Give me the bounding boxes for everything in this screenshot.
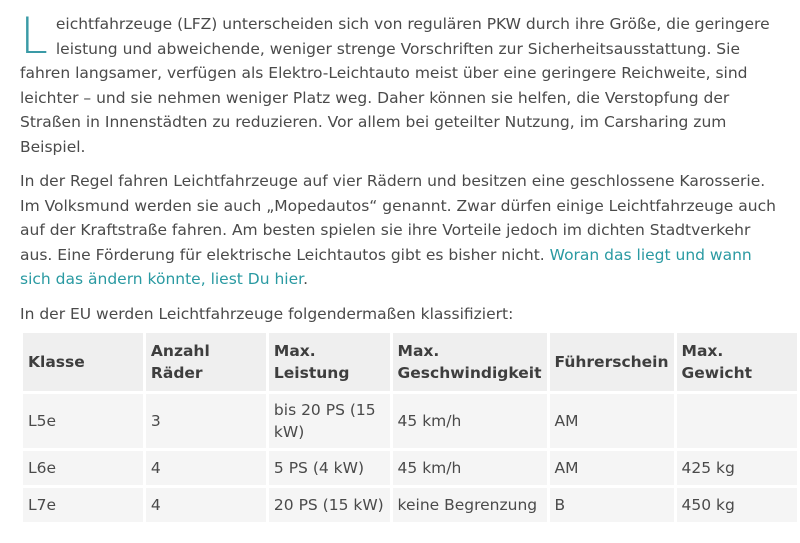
table-cell: 3 [146, 394, 266, 448]
second-paragraph-text: In der Regel fahren Leichtfahrzeuge auf vier Rädern und besitzen eine geschlossene Karosserie. Im Volksmund werden sie auch „Mopedautos“ genannt. Zwar dürfen einige Leichtfahrzeuge auch auf der Kraftstraße fahren. Am besten spielen sie ihre Vorteile jedoch im dichten Stadtverkehr aus. Eine Förderung für elektrische Leichtautos gibt es bisher nicht. [20, 172, 776, 264]
drop-cap: L [20, 7, 48, 65]
header-max-leistung: Max. Leistung [269, 333, 390, 391]
table-cell: AM [550, 394, 674, 448]
table-cell: 4 [146, 451, 266, 485]
classification-table [20, 330, 800, 525]
table-row [23, 394, 797, 448]
intro-text: eichtfahrzeuge (LFZ) unterscheiden sich von regulären PKW durch ihre Größe, die geringere leistung und abweichende, weniger strenge Vorschriften zur Sicherheitsausstattung. Sie fahren langsamer, verfügen als Elektro-Leichtauto meist über eine geringere Reichweite, sind leichter – und sie nehmen weniger Platz weg. Daher können sie helfen, die Verstopfung der Straßen in Innenstädten zu reduzieren. Vor allem bei geteilter Nutzung, im Carsharing zum Beispiel. [20, 15, 770, 156]
second-paragraph [20, 169, 785, 292]
table-header-row [23, 333, 797, 391]
table-cell: keine Begrenzung [393, 488, 547, 522]
header-fuehrerschein: Führerschein [550, 333, 674, 391]
table-cell: L7e [23, 488, 143, 522]
table-cell: 4 [146, 488, 266, 522]
article-link[interactable]: Woran das liegt und wann sich das ändern könnte, liest Du hier [20, 245, 752, 288]
second-paragraph-end: . [303, 270, 309, 288]
table-cell: 45 km/h [393, 451, 547, 485]
table-cell: L6e [23, 451, 143, 485]
table-cell: bis 20 PS (15 kW) [269, 394, 390, 448]
table-cell: 425 kg [677, 451, 797, 485]
header-klasse: Klasse [23, 333, 143, 391]
intro-paragraph [20, 7, 785, 159]
table-cell: L5e [23, 394, 143, 448]
table-cell: B [550, 488, 674, 522]
classification-intro: In der EU werden Leichtfahrzeuge folgendermaßen klassifiziert: [20, 304, 514, 323]
table-cell: 45 km/h [393, 394, 547, 448]
header-anzahl-raeder: Anzahl Räder [146, 333, 266, 391]
article-body [20, 7, 785, 326]
table-cell: 450 kg [677, 488, 797, 522]
table-cell: 20 PS (15 kW) [269, 488, 390, 522]
header-max-gewicht: Max. Gewicht [677, 333, 797, 391]
table-cell [677, 394, 797, 448]
table-row [23, 488, 797, 522]
table-row [23, 451, 797, 485]
header-max-geschwindigkeit: Max. Geschwindigkeit [393, 333, 547, 391]
table-cell: 5 PS (4 kW) [269, 451, 390, 485]
table-cell: AM [550, 451, 674, 485]
